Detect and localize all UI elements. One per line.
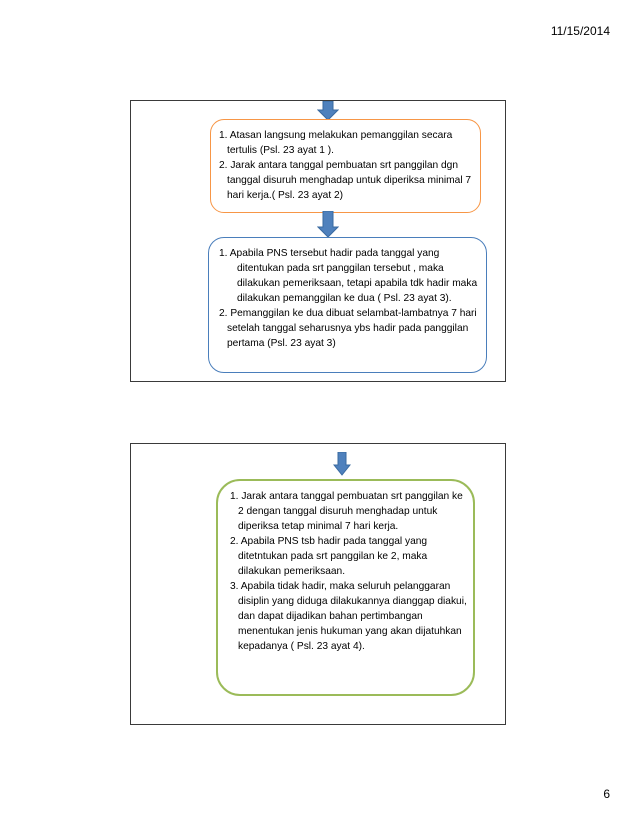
step-2-item-2: 2. Pemanggilan ke dua dibuat selambat-lambatnya 7 hari setelah tanggal seharusnya ybs hadir pada panggilan pertama (Psl. 23 ayat 3) bbox=[219, 308, 477, 349]
page-number: 6 bbox=[603, 787, 610, 801]
step-3-item-2: 2. Apabila PNS tsb hadir pada tanggal yang ditetntukan pada srt panggilan ke 2, maka dilakukan pemeriksaan. bbox=[230, 536, 428, 577]
step-3-item-3: 3. Apabila tidak hadir, maka seluruh pelanggaran disiplin yang diduga dilakukannya dianggap diakui, dan dapat dijadikan bahan pertimbangan menentukan jenis hukuman yang akan dijatuhkan kepadanya ( Psl. 23 ayat 4). bbox=[230, 581, 467, 652]
step-box-2 bbox=[208, 237, 487, 373]
step-1-item-1: 1. Atasan langsung melakukan pemanggilan secara tertulis (Psl. 23 ayat 1 ). bbox=[219, 130, 453, 156]
down-arrow-icon bbox=[333, 452, 351, 476]
step-box-1 bbox=[210, 119, 481, 213]
down-arrow-icon bbox=[317, 211, 339, 238]
down-arrow-icon bbox=[317, 101, 339, 121]
step-2-item-1: 1. Apabila PNS tersebut hadir pada tanggal yang ditentukan pada srt panggilan tersebut , maka dilakukan pemeriksaan, tetapi apabila tdk hadir maka dilakukan pemanggilan ke dua ( Psl. 23 ayat 3). bbox=[219, 248, 478, 304]
slide-2 bbox=[130, 443, 506, 725]
date-header: 11/15/2014 bbox=[550, 24, 610, 38]
step-1-item-2: 2. Jarak antara tanggal pembuatan srt panggilan dgn tanggal disuruh menghadap untuk diperiksa minimal 7 hari kerja.( Psl. 23 ayat 2) bbox=[219, 160, 472, 201]
step-box-3 bbox=[216, 479, 475, 696]
step-3-item-1: 1. Jarak antara tanggal pembuatan srt panggilan ke 2 dengan tanggal disuruh menghadap untuk diperiksa tetap minimal 7 hari kerja. bbox=[230, 491, 463, 532]
slide-1 bbox=[130, 100, 506, 382]
